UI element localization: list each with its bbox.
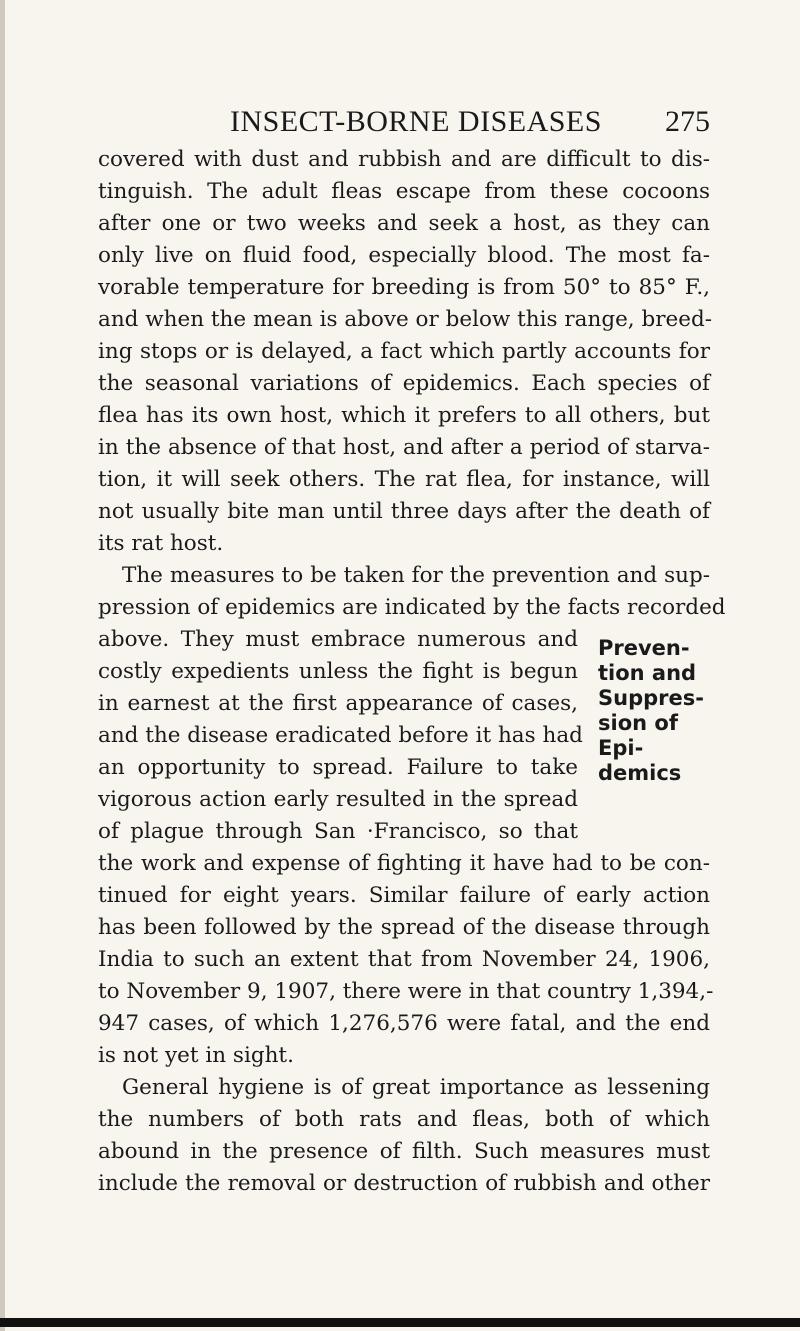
text-line: include the removal or destruction of rubbish and other [98,1171,710,1196]
page-number: 275 [665,105,710,138]
text-line: The measures to be taken for the prevention and sup- [122,563,710,588]
margin-note-line: demics [598,761,682,785]
text-line: an opportunity to spread. Failure to take [98,755,578,780]
running-head: INSECT-BORNE DISEASES [230,105,602,138]
text-line: abound in the presence of filth. Such measures must [98,1139,710,1164]
text-line: ing stops or is delayed, a fact which partly accounts for [98,339,710,364]
text-line: only live on fluid food, especially blood. The most fa- [98,243,710,268]
margin-note-line: Suppres- [598,686,704,710]
text-line: 947 cases, of which 1,276,576 were fatal, and the end [98,1011,710,1036]
margin-note-line: Epi- [598,736,644,760]
text-line: its rat host. [98,531,224,556]
margin-note-line: tion and [598,661,697,685]
text-line: tion, it will seek others. The rat flea, for instance, will [98,467,710,492]
text-line: India to such an extent that from November 24, 1906, [98,947,710,972]
text-line: the work and expense of fighting it have had to be con- [98,851,710,876]
text-line: and the disease eradicated before it has had [98,723,583,748]
text-line: not usually bite man until three days after the death of [98,499,710,524]
text-line: of plague through San ·Francisco, so that [98,819,578,844]
text-line: has been followed by the spread of the disease through [98,915,710,940]
bottom-rule [0,1318,800,1327]
text-line: the seasonal variations of epidemics. Each species of [98,371,710,396]
text-line: after one or two weeks and seek a host, as they can [98,211,710,236]
margin-note-line: sion of [598,711,678,735]
text-line: tinguish. The adult fleas escape from these cocoons [98,179,710,204]
margin-note [598,636,718,786]
text-line: pression of epidemics are indicated by the facts recorded [98,595,726,620]
text-line: in earnest at the first appearance of cases, [98,691,578,716]
text-line: is not yet in sight. [98,1043,294,1068]
text-line: General hygiene is of great importance as lessening [122,1075,710,1100]
text-line: tinued for eight years. Similar failure of early action [98,883,710,908]
text-line: in the absence of that host, and after a period of starva- [98,435,710,460]
text-line: covered with dust and rubbish and are difficult to dis- [98,147,710,172]
text-line: to November 9, 1907, there were in that country 1,394,- [98,979,714,1004]
text-line: above. They must embrace numerous and [98,627,578,652]
text-line: and when the mean is above or below this range, breed- [98,307,712,332]
margin-note-line: Preven- [598,636,690,660]
page-edge-shadow [0,0,5,1331]
text-line: the numbers of both rats and fleas, both of which [98,1107,710,1132]
text-line: flea has its own host, which it prefers to all others, but [98,403,710,428]
text-line: vigorous action early resulted in the spread [98,787,578,812]
text-line: vorable temperature for breeding is from 50° to 85° F., [98,275,710,300]
page-header [230,104,710,140]
text-line: costly expedients unless the fight is begun [98,659,578,684]
